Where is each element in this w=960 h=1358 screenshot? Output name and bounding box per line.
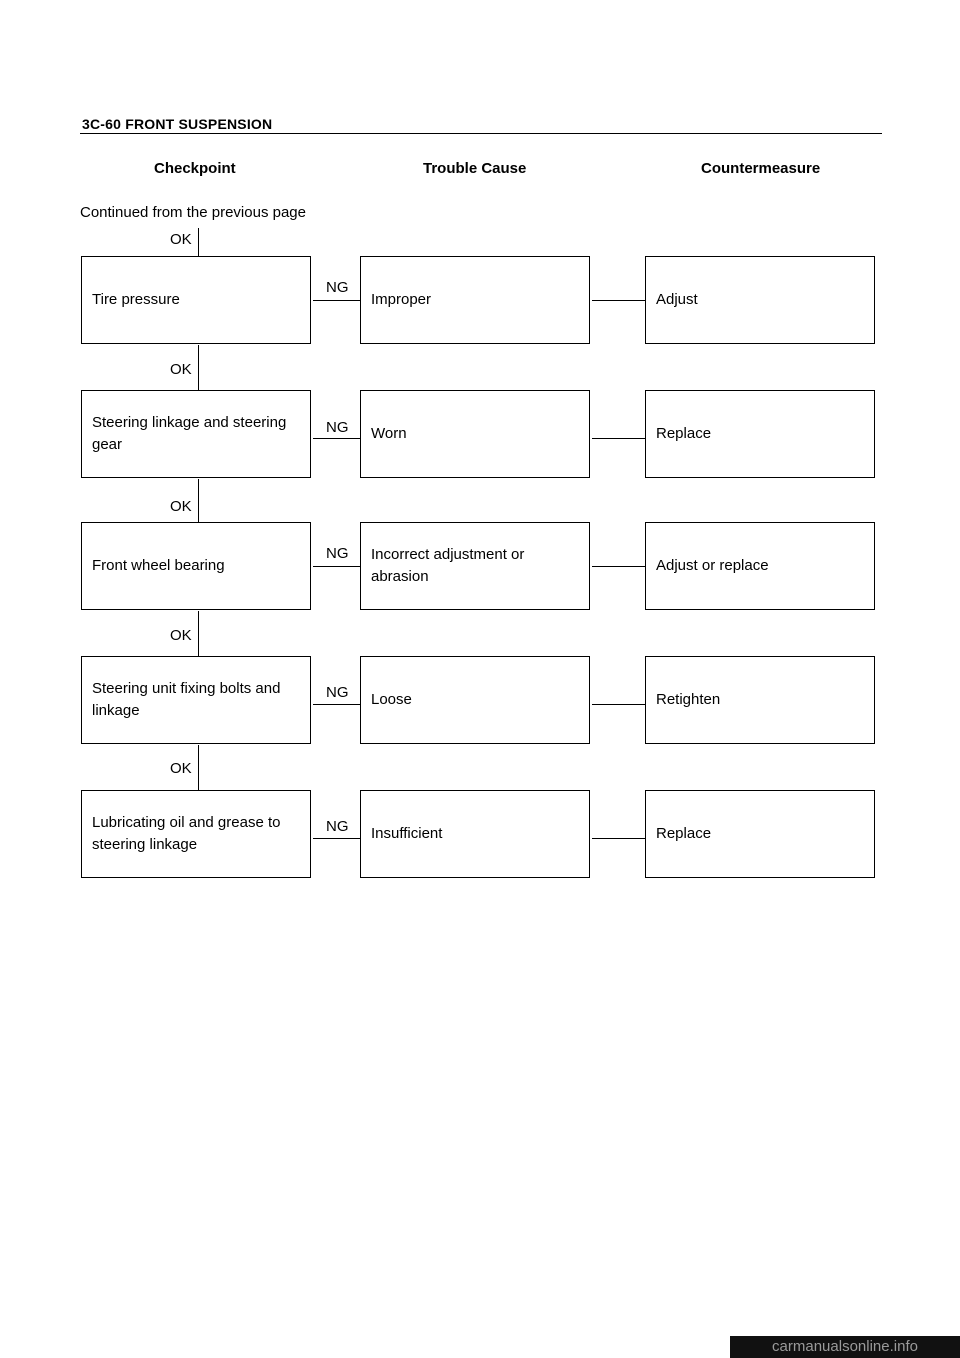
ok-connector-3 bbox=[198, 479, 199, 522]
ng-label: NG bbox=[326, 419, 349, 436]
cause-to-countermeasure-connector bbox=[592, 566, 645, 567]
ok-connector-2 bbox=[198, 345, 199, 390]
ng-label: NG bbox=[326, 818, 349, 835]
column-header-countermeasure: Countermeasure bbox=[701, 160, 821, 177]
ng-connector bbox=[313, 438, 360, 439]
trouble-cause-box bbox=[360, 656, 590, 744]
ok-label-3: OK bbox=[170, 498, 192, 515]
countermeasure-text: Adjust or replace bbox=[656, 557, 769, 574]
trouble-cause-text: Incorrect adjustment or abrasion bbox=[371, 546, 525, 585]
checkpoint-text: Steering linkage and steering gear bbox=[92, 414, 287, 453]
trouble-cause-box bbox=[360, 390, 590, 478]
cause-to-countermeasure-connector bbox=[592, 704, 645, 705]
ok-connector-1 bbox=[198, 228, 199, 256]
cause-to-countermeasure-connector bbox=[592, 838, 645, 839]
checkpoint-box bbox=[81, 390, 311, 478]
countermeasure-box bbox=[645, 390, 875, 478]
countermeasure-box bbox=[645, 522, 875, 610]
checkpoint-text: Lubricating oil and grease to steering linkage bbox=[92, 814, 281, 853]
cause-to-countermeasure-connector bbox=[592, 438, 645, 439]
column-header-trouble-cause: Trouble Cause bbox=[423, 160, 527, 177]
column-header-checkpoint: Checkpoint bbox=[154, 160, 236, 177]
ng-connector bbox=[313, 838, 360, 839]
checkpoint-box bbox=[81, 256, 311, 344]
countermeasure-text: Adjust bbox=[656, 291, 698, 308]
ng-label: NG bbox=[326, 684, 349, 701]
continued-note: Continued from the previous page bbox=[80, 204, 306, 221]
checkpoint-text: Front wheel bearing bbox=[92, 557, 225, 574]
trouble-cause-box bbox=[360, 256, 590, 344]
ok-label-1: OK bbox=[170, 231, 192, 248]
ng-connector bbox=[313, 566, 360, 567]
ok-label-4: OK bbox=[170, 627, 192, 644]
countermeasure-box bbox=[645, 790, 875, 878]
ng-label: NG bbox=[326, 279, 349, 296]
ok-label-5: OK bbox=[170, 760, 192, 777]
checkpoint-box bbox=[81, 522, 311, 610]
trouble-cause-box bbox=[360, 522, 590, 610]
watermark: carmanualsonline.info bbox=[730, 1336, 960, 1358]
ng-label: NG bbox=[326, 545, 349, 562]
ng-connector bbox=[313, 300, 360, 301]
ok-connector-5 bbox=[198, 745, 199, 790]
page-header: 3C-60 FRONT SUSPENSION bbox=[82, 116, 273, 132]
ok-connector-4 bbox=[198, 611, 199, 656]
trouble-cause-text: Worn bbox=[371, 425, 407, 442]
countermeasure-text: Replace bbox=[656, 425, 712, 442]
cause-to-countermeasure-connector bbox=[592, 300, 645, 301]
header-rule bbox=[80, 133, 882, 134]
trouble-cause-text: Improper bbox=[371, 291, 432, 308]
checkpoint-text: Tire pressure bbox=[92, 291, 180, 308]
checkpoint-box bbox=[81, 656, 311, 744]
trouble-cause-text: Insufficient bbox=[371, 825, 443, 842]
checkpoint-box bbox=[81, 790, 311, 878]
ok-label-2: OK bbox=[170, 361, 192, 378]
countermeasure-box bbox=[645, 656, 875, 744]
checkpoint-text: Steering unit fixing bolts and linkage bbox=[92, 680, 281, 719]
countermeasure-text: Replace bbox=[656, 825, 712, 842]
ng-connector bbox=[313, 704, 360, 705]
trouble-cause-text: Loose bbox=[371, 691, 412, 708]
trouble-cause-box bbox=[360, 790, 590, 878]
countermeasure-box bbox=[645, 256, 875, 344]
countermeasure-text: Retighten bbox=[656, 691, 721, 708]
